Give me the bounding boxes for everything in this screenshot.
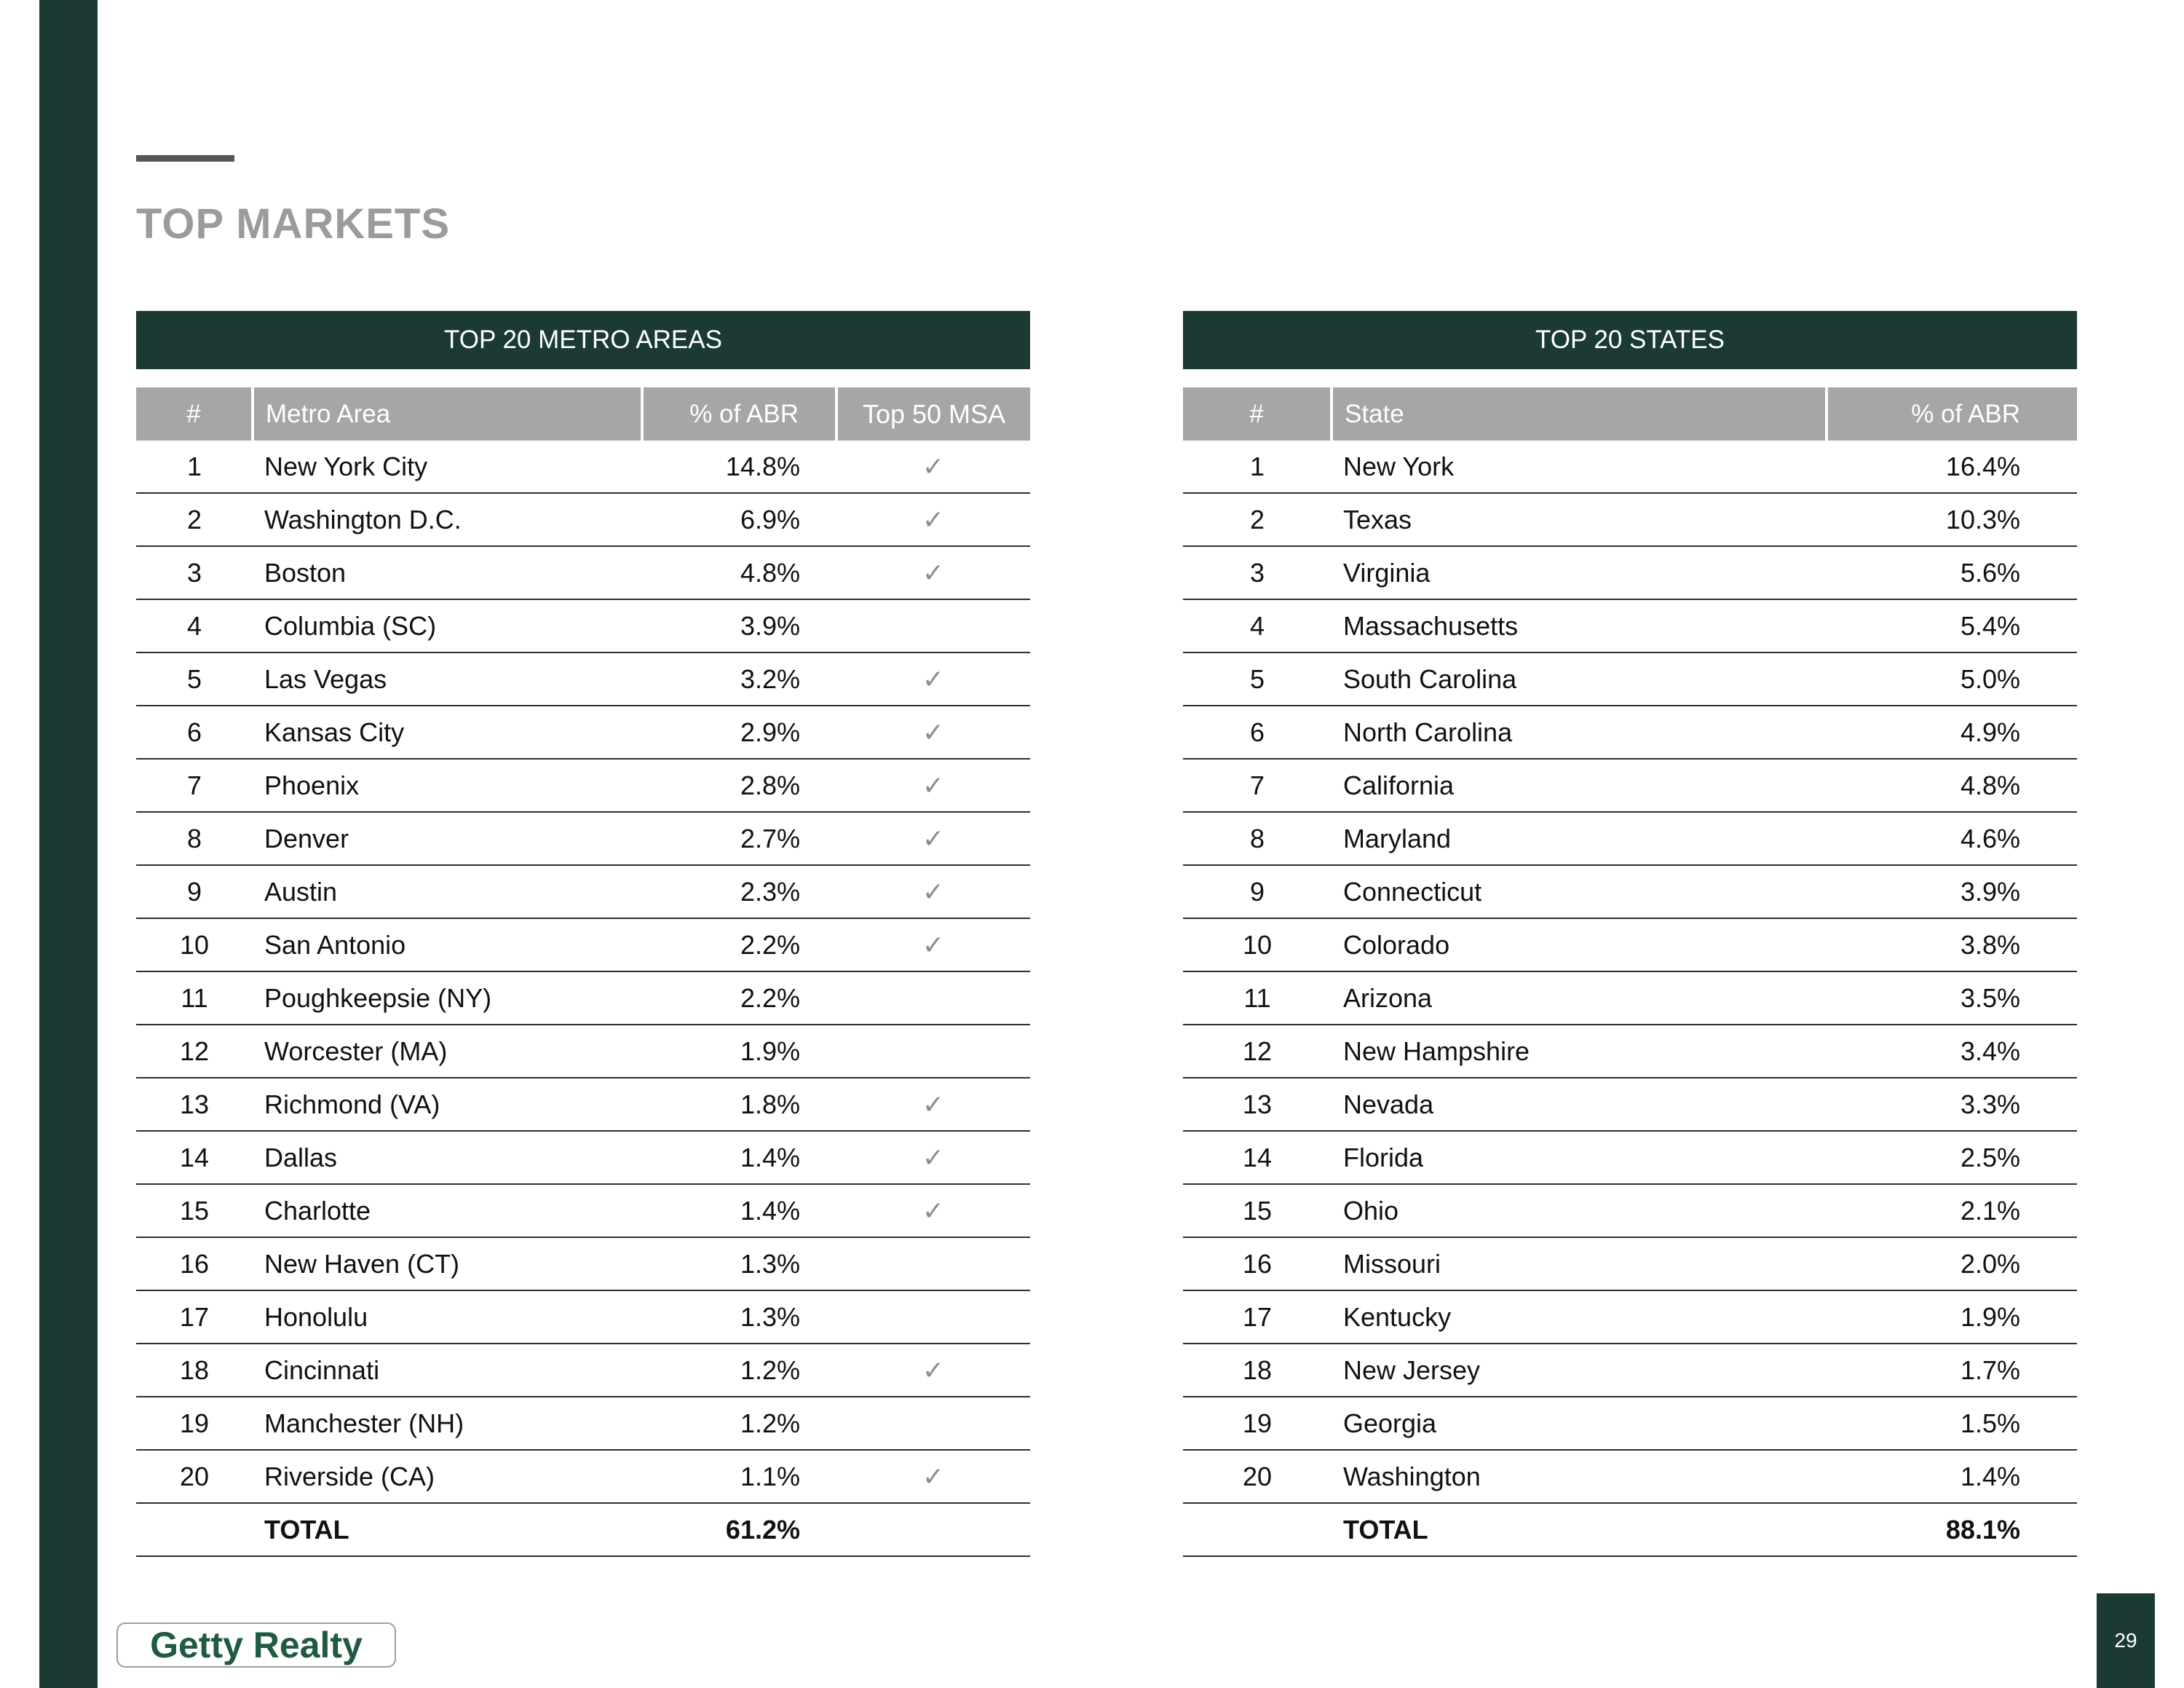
metro-rank: 17 — [136, 1290, 253, 1344]
metro-col-num: # — [136, 387, 253, 441]
metro-row — [136, 493, 1030, 546]
state-name: South Carolina — [1332, 652, 1827, 706]
metro-total-label: TOTAL — [253, 1503, 642, 1556]
top50-msa-empty — [836, 1397, 1030, 1450]
metro-abr-pct: 1.1% — [642, 1450, 836, 1503]
top50-msa-check-icon: ✓ — [836, 546, 1030, 599]
states-total-label: TOTAL — [1332, 1503, 1827, 1556]
state-name: Massachusetts — [1332, 599, 1827, 652]
metro-rank: 19 — [136, 1397, 253, 1450]
state-name: New York — [1332, 441, 1827, 493]
metro-abr-pct: 3.9% — [642, 599, 836, 652]
state-abr-pct: 5.4% — [1827, 599, 2077, 652]
states-panel — [1183, 311, 2077, 1557]
metro-col-name: Metro Area — [253, 387, 642, 441]
state-row — [1183, 1344, 2077, 1397]
top50-msa-check-icon: ✓ — [836, 652, 1030, 706]
state-abr-pct: 1.5% — [1827, 1397, 2077, 1450]
metro-table-title: TOP 20 METRO AREAS — [136, 311, 1030, 369]
metro-total-row — [136, 1503, 1030, 1556]
state-row — [1183, 812, 2077, 865]
metro-abr-pct: 1.4% — [642, 1184, 836, 1237]
metro-area-name: Dallas — [253, 1131, 642, 1184]
state-row — [1183, 1290, 2077, 1344]
state-row — [1183, 1184, 2077, 1237]
metro-row — [136, 546, 1030, 599]
metro-area-name: Cincinnati — [253, 1344, 642, 1397]
metro-total-pct: 61.2% — [642, 1503, 836, 1556]
top50-msa-check-icon: ✓ — [836, 918, 1030, 971]
state-name: Maryland — [1332, 812, 1827, 865]
metro-abr-pct: 2.2% — [642, 918, 836, 971]
metro-row — [136, 1397, 1030, 1450]
state-rank: 18 — [1183, 1344, 1332, 1397]
metro-areas-table — [136, 387, 1030, 1557]
state-rank: 20 — [1183, 1450, 1332, 1503]
top50-msa-empty — [836, 599, 1030, 652]
top50-msa-empty — [836, 1025, 1030, 1078]
metro-rank: 15 — [136, 1184, 253, 1237]
metro-area-name: Manchester (NH) — [253, 1397, 642, 1450]
state-rank: 17 — [1183, 1290, 1332, 1344]
metro-row — [136, 1344, 1030, 1397]
state-abr-pct: 1.7% — [1827, 1344, 2077, 1397]
metro-area-name: Boston — [253, 546, 642, 599]
state-row — [1183, 546, 2077, 599]
metro-row — [136, 1184, 1030, 1237]
state-abr-pct: 16.4% — [1827, 441, 2077, 493]
metro-area-name: Honolulu — [253, 1290, 642, 1344]
metro-rank: 18 — [136, 1344, 253, 1397]
state-name: Virginia — [1332, 546, 1827, 599]
title-rule — [136, 155, 234, 162]
metro-area-name: San Antonio — [253, 918, 642, 971]
state-name: Georgia — [1332, 1397, 1827, 1450]
state-rank: 15 — [1183, 1184, 1332, 1237]
metro-abr-pct: 14.8% — [642, 441, 836, 493]
states-total-row — [1183, 1503, 2077, 1556]
state-row — [1183, 1237, 2077, 1290]
page-title: TOP MARKETS — [136, 200, 451, 248]
state-abr-pct: 10.3% — [1827, 493, 2077, 546]
metro-row — [136, 865, 1030, 918]
page-number: 29 — [2097, 1593, 2155, 1688]
state-rank: 14 — [1183, 1131, 1332, 1184]
metro-header-row — [136, 387, 1030, 441]
metro-abr-pct: 4.8% — [642, 546, 836, 599]
state-name: Missouri — [1332, 1237, 1827, 1290]
state-name: California — [1332, 759, 1827, 812]
state-row — [1183, 1450, 2077, 1503]
metro-area-name: Washington D.C. — [253, 493, 642, 546]
metro-area-name: Charlotte — [253, 1184, 642, 1237]
metro-abr-pct: 2.9% — [642, 706, 836, 759]
state-abr-pct: 1.4% — [1827, 1450, 2077, 1503]
metro-abr-pct: 1.3% — [642, 1290, 836, 1344]
metro-rank: 11 — [136, 971, 253, 1025]
state-name: New Jersey — [1332, 1344, 1827, 1397]
metro-abr-pct: 1.9% — [642, 1025, 836, 1078]
left-accent-bar — [39, 0, 98, 1688]
metro-rank: 20 — [136, 1450, 253, 1503]
state-abr-pct: 4.9% — [1827, 706, 2077, 759]
metro-abr-pct: 2.7% — [642, 812, 836, 865]
state-rank: 19 — [1183, 1397, 1332, 1450]
state-row — [1183, 1397, 2077, 1450]
states-total-pct: 88.1% — [1827, 1503, 2077, 1556]
state-abr-pct: 4.8% — [1827, 759, 2077, 812]
state-abr-pct: 3.4% — [1827, 1025, 2077, 1078]
state-name: Washington — [1332, 1450, 1827, 1503]
metro-row — [136, 812, 1030, 865]
metro-row — [136, 759, 1030, 812]
metro-rank: 7 — [136, 759, 253, 812]
metro-rank: 4 — [136, 599, 253, 652]
metro-row — [136, 1290, 1030, 1344]
top50-msa-check-icon: ✓ — [836, 1078, 1030, 1131]
metro-abr-pct: 3.2% — [642, 652, 836, 706]
state-name: North Carolina — [1332, 706, 1827, 759]
metro-row — [136, 1025, 1030, 1078]
state-name: Ohio — [1332, 1184, 1827, 1237]
state-abr-pct: 5.0% — [1827, 652, 2077, 706]
metro-row — [136, 652, 1030, 706]
metro-area-name: New Haven (CT) — [253, 1237, 642, 1290]
metro-abr-pct: 1.2% — [642, 1397, 836, 1450]
state-abr-pct: 2.5% — [1827, 1131, 2077, 1184]
metro-row — [136, 706, 1030, 759]
state-row — [1183, 918, 2077, 971]
state-abr-pct: 3.8% — [1827, 918, 2077, 971]
metro-area-name: Kansas City — [253, 706, 642, 759]
metro-total-spacer — [136, 1503, 253, 1556]
states-table-title: TOP 20 STATES — [1183, 311, 2077, 369]
states-col-pct: % of ABR — [1827, 387, 2077, 441]
metro-abr-pct: 1.3% — [642, 1237, 836, 1290]
top50-msa-check-icon: ✓ — [836, 441, 1030, 493]
states-col-num: # — [1183, 387, 1332, 441]
metro-area-name: Phoenix — [253, 759, 642, 812]
metro-areas-panel — [136, 311, 1030, 1557]
state-name: Kentucky — [1332, 1290, 1827, 1344]
metro-row — [136, 971, 1030, 1025]
state-name: Nevada — [1332, 1078, 1827, 1131]
metro-rank: 16 — [136, 1237, 253, 1290]
top50-msa-check-icon: ✓ — [836, 1131, 1030, 1184]
state-row — [1183, 493, 2077, 546]
states-header-row — [1183, 387, 2077, 441]
state-rank: 5 — [1183, 652, 1332, 706]
metro-area-name: Worcester (MA) — [253, 1025, 642, 1078]
metro-rank: 14 — [136, 1131, 253, 1184]
state-row — [1183, 759, 2077, 812]
state-rank: 16 — [1183, 1237, 1332, 1290]
metro-abr-pct: 1.8% — [642, 1078, 836, 1131]
top50-msa-check-icon: ✓ — [836, 865, 1030, 918]
state-abr-pct: 1.9% — [1827, 1290, 2077, 1344]
state-name: New Hampshire — [1332, 1025, 1827, 1078]
metro-rank: 10 — [136, 918, 253, 971]
metro-rank: 3 — [136, 546, 253, 599]
state-rank: 2 — [1183, 493, 1332, 546]
metro-row — [136, 1131, 1030, 1184]
state-abr-pct: 3.5% — [1827, 971, 2077, 1025]
top50-msa-check-icon: ✓ — [836, 1184, 1030, 1237]
metro-rank: 13 — [136, 1078, 253, 1131]
state-abr-pct: 3.9% — [1827, 865, 2077, 918]
metro-table-body — [136, 441, 1030, 1556]
state-rank: 11 — [1183, 971, 1332, 1025]
top50-msa-check-icon: ✓ — [836, 812, 1030, 865]
state-name: Connecticut — [1332, 865, 1827, 918]
state-rank: 13 — [1183, 1078, 1332, 1131]
metro-abr-pct: 1.2% — [642, 1344, 836, 1397]
state-row — [1183, 1078, 2077, 1131]
top50-msa-check-icon: ✓ — [836, 493, 1030, 546]
state-rank: 4 — [1183, 599, 1332, 652]
state-rank: 3 — [1183, 546, 1332, 599]
state-row — [1183, 971, 2077, 1025]
metro-rank: 5 — [136, 652, 253, 706]
states-col-name: State — [1332, 387, 1827, 441]
state-row — [1183, 1025, 2077, 1078]
state-abr-pct: 4.6% — [1827, 812, 2077, 865]
metro-area-name: Denver — [253, 812, 642, 865]
metro-rank: 8 — [136, 812, 253, 865]
state-row — [1183, 706, 2077, 759]
state-abr-pct: 5.6% — [1827, 546, 2077, 599]
metro-area-name: Richmond (VA) — [253, 1078, 642, 1131]
metro-area-name: Riverside (CA) — [253, 1450, 642, 1503]
metro-area-name: Austin — [253, 865, 642, 918]
metro-row — [136, 1450, 1030, 1503]
state-rank: 6 — [1183, 706, 1332, 759]
metro-abr-pct: 2.8% — [642, 759, 836, 812]
metro-area-name: Poughkeepsie (NY) — [253, 971, 642, 1025]
top50-msa-empty — [836, 1237, 1030, 1290]
getty-realty-logo: Getty Realty — [116, 1622, 396, 1668]
metro-abr-pct: 6.9% — [642, 493, 836, 546]
state-rank: 10 — [1183, 918, 1332, 971]
metro-area-name: Columbia (SC) — [253, 599, 642, 652]
state-row — [1183, 599, 2077, 652]
metro-col-msa: Top 50 MSA — [836, 387, 1030, 441]
state-rank: 1 — [1183, 441, 1332, 493]
metro-area-name: New York City — [253, 441, 642, 493]
state-rank: 8 — [1183, 812, 1332, 865]
top50-msa-check-icon: ✓ — [836, 759, 1030, 812]
metro-row — [136, 1237, 1030, 1290]
top50-msa-empty — [836, 1290, 1030, 1344]
state-name: Florida — [1332, 1131, 1827, 1184]
state-row — [1183, 1131, 2077, 1184]
state-name: Arizona — [1332, 971, 1827, 1025]
metro-area-name: Las Vegas — [253, 652, 642, 706]
states-total-spacer — [1183, 1503, 1332, 1556]
state-name: Texas — [1332, 493, 1827, 546]
metro-rank: 2 — [136, 493, 253, 546]
metro-abr-pct: 2.3% — [642, 865, 836, 918]
states-table-body — [1183, 441, 2077, 1556]
metro-rank: 12 — [136, 1025, 253, 1078]
state-abr-pct: 2.0% — [1827, 1237, 2077, 1290]
metro-row — [136, 1078, 1030, 1131]
metro-rank: 9 — [136, 865, 253, 918]
metro-row — [136, 918, 1030, 971]
state-abr-pct: 3.3% — [1827, 1078, 2077, 1131]
metro-row — [136, 441, 1030, 493]
state-row — [1183, 865, 2077, 918]
state-abr-pct: 2.1% — [1827, 1184, 2077, 1237]
states-table — [1183, 387, 2077, 1557]
metro-col-pct: % of ABR — [642, 387, 836, 441]
state-rank: 9 — [1183, 865, 1332, 918]
state-rank: 12 — [1183, 1025, 1332, 1078]
state-row — [1183, 441, 2077, 493]
state-name: Colorado — [1332, 918, 1827, 971]
state-rank: 7 — [1183, 759, 1332, 812]
top50-msa-check-icon: ✓ — [836, 1344, 1030, 1397]
metro-rank: 1 — [136, 441, 253, 493]
metro-rank: 6 — [136, 706, 253, 759]
metro-abr-pct: 1.4% — [642, 1131, 836, 1184]
metro-row — [136, 599, 1030, 652]
top50-msa-empty — [836, 971, 1030, 1025]
top50-msa-check-icon: ✓ — [836, 1450, 1030, 1503]
metro-abr-pct: 2.2% — [642, 971, 836, 1025]
top50-msa-check-icon: ✓ — [836, 706, 1030, 759]
state-row — [1183, 652, 2077, 706]
metro-total-msa-spacer — [836, 1503, 1030, 1556]
